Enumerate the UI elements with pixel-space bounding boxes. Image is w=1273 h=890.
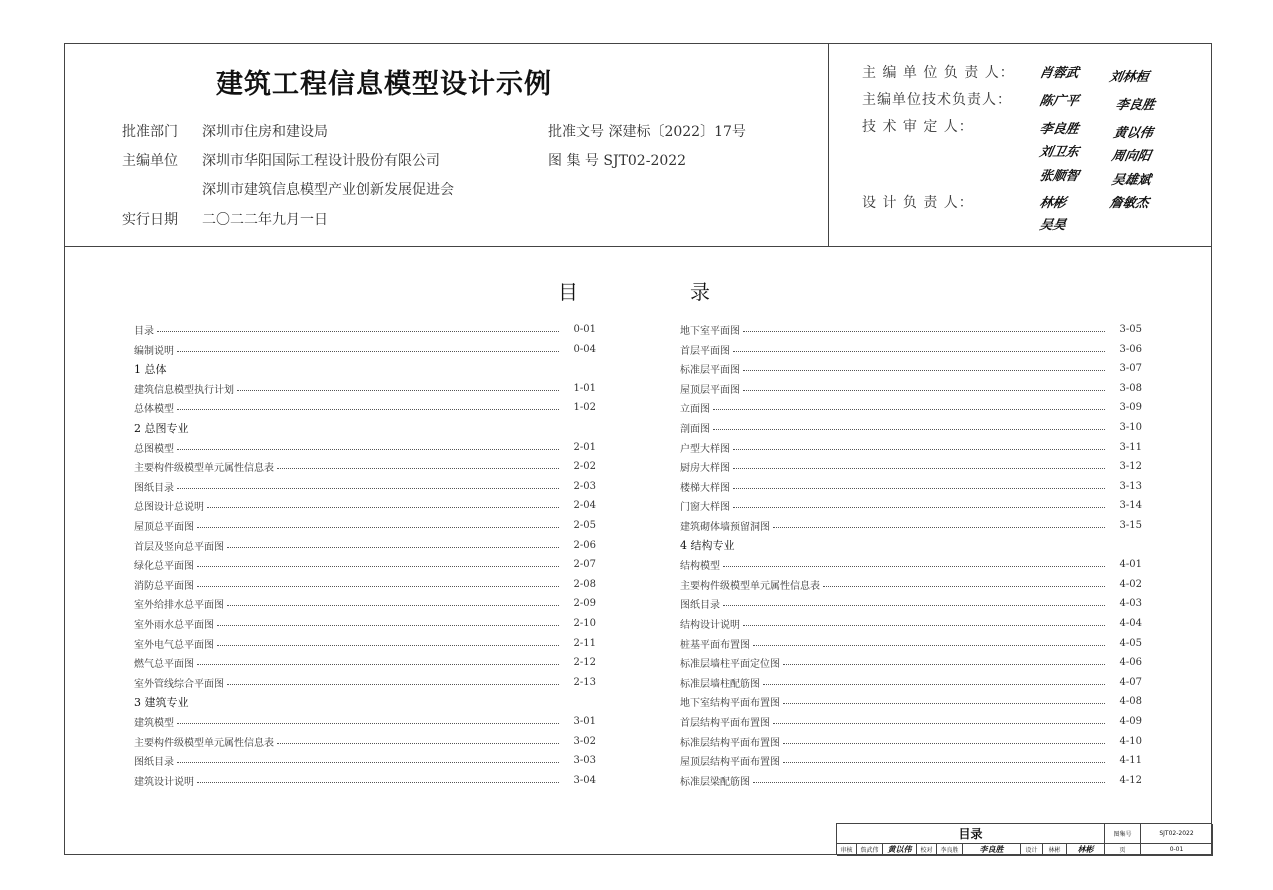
toc-entry [680,692,1142,711]
review-label: 技 术 审 定 人： [862,119,974,135]
entry-title: 图纸目录 [134,757,174,769]
entry-title: 桩基平面布置图 [680,639,750,651]
entry-page-no: 2-10 [573,618,596,629]
toc-entry [680,320,1142,339]
signature: 陈广平 [1038,94,1080,109]
entry-title: 室外电气总平面图 [134,639,214,651]
entry-title: 标准层墙柱平面定位图 [680,659,780,671]
toc-entry [134,634,596,653]
header-vertical-divider [828,43,829,246]
entry-page-no: 4-12 [1119,774,1142,786]
design-label: 设计 [1021,844,1043,856]
approval-doc: 深建标〔2022〕17号 [608,124,746,140]
entry-title: 主要构件级模型单元属性信息表 [680,580,820,592]
entry-title: 总图模型 [134,443,174,455]
toc-entry [134,398,596,417]
section-title: 4 结构专业 [680,539,735,553]
toc-entry [134,771,596,790]
entry-title: 室外雨水总平面图 [134,620,214,631]
entry-title: 建筑设计说明 [134,776,194,788]
entry-page-no: 3-01 [573,716,596,727]
entry-title: 首层及竖向总平面图 [134,541,224,553]
entry-title: 厨房大样图 [680,463,730,475]
design-signature: 林彬 [1067,844,1105,856]
entry-title: 标准层墙柱配筋图 [680,678,760,690]
entry-page-no: 4-05 [1119,637,1142,649]
atlas-no-value: SJT02-2022 [1141,824,1213,844]
toc-entry [680,359,1142,378]
toc-entry [134,594,596,613]
design-label: 设 计 负 责 人： [862,195,974,211]
entry-page-no: 3-08 [1119,382,1142,394]
toc-entry [134,536,596,555]
leader-dots [733,507,1105,508]
entry-page-no: 3-09 [1119,402,1142,414]
entry-page-no: 2-13 [573,676,596,688]
entry-title: 屋顶总平面图 [134,522,194,533]
entry-page-no: 2-07 [573,559,596,571]
entry-page-no: 3-11 [1119,441,1142,453]
leader-dots [177,488,559,489]
entry-page-no: 3-02 [573,735,596,747]
approval-doc-label: 批准文号 [548,124,604,140]
entry-page-no: 4-08 [1119,696,1142,708]
leader-dots [783,743,1105,744]
leader-dots [277,743,559,744]
toc-entry [680,418,1142,437]
entry-title: 地下室平面图 [680,326,740,337]
toc-entry [680,457,1142,476]
signature: 刘卫东 [1038,145,1080,160]
toc-entry [134,379,596,398]
entry-page-no: 3-14 [1119,500,1142,512]
entry-title: 立面图 [680,404,710,416]
toc-entry [680,634,1142,653]
entry-page-no: 1-01 [573,382,596,394]
leader-dots [753,782,1105,783]
toc-entry [680,477,1142,496]
entry-title: 室外管线综合平面图 [134,678,224,690]
leader-dots [723,605,1105,606]
leader-dots [177,409,559,410]
page-label: 页 [1105,844,1141,856]
entry-page-no: 4-03 [1119,598,1142,610]
leader-dots [733,488,1105,489]
approval-dept-label: 批准部门 [122,124,178,140]
entry-title: 户型大样图 [680,443,730,455]
toc-entry [680,398,1142,417]
leader-dots [783,703,1105,704]
sheet-name: 目录 [837,824,1105,844]
entry-title: 标准层结构平面布置图 [680,737,780,749]
leader-dots [743,390,1105,391]
page-no: 0-01 [1141,844,1213,856]
effective-label: 实行日期 [122,212,178,228]
entry-page-no: 4-01 [1119,559,1142,571]
signature: 李良胜 [1114,98,1156,113]
toc-entry [680,594,1142,613]
entry-title: 剖面图 [680,424,710,435]
tech-label: 主编单位技术负责人： [862,92,1012,108]
entry-title: 目录 [134,326,154,337]
toc-entry [680,516,1142,535]
entry-page-no: 1-02 [573,402,596,414]
entry-title: 门窗大样图 [680,502,730,514]
entry-page-no: 3-07 [1119,363,1142,375]
review-signature: 黄以伟 [883,844,917,856]
leader-dots [197,566,559,567]
entry-page-no: 2-06 [573,539,596,551]
entry-page-no: 2-11 [573,637,596,649]
atlas-label: 图 集 号 [548,153,599,169]
leader-dots [207,507,559,508]
entry-page-no: 2-02 [573,461,596,473]
leader-dots [197,527,559,528]
entry-title: 图纸目录 [680,600,720,612]
signature: 张顺智 [1038,169,1080,184]
entry-page-no: 4-09 [1119,716,1142,727]
leader-dots [217,625,559,626]
editor-1: 深圳市华阳国际工程设计股份有限公司 [202,153,440,169]
entry-page-no: 3-04 [573,774,596,786]
review-label: 审核 [837,844,857,856]
entry-page-no: 4-06 [1119,657,1142,669]
leader-dots [773,723,1105,724]
signature: 吴雄斌 [1110,173,1152,188]
signature: 周向阳 [1110,149,1152,164]
leader-dots [743,625,1105,626]
leader-dots [713,409,1105,410]
toc-entry [134,732,596,751]
entry-title: 地下室结构平面布置图 [680,698,780,710]
toc-entry [134,712,596,731]
leader-dots [177,351,559,352]
leader-dots [733,468,1105,469]
toc-entry [134,438,596,457]
entry-page-no: 3-15 [1119,520,1142,531]
toc-entry [680,555,1142,574]
entry-page-no: 4-07 [1119,676,1142,688]
leader-dots [217,645,559,646]
editor-label: 主编单位 [122,153,178,169]
check-signature: 李良胜 [963,844,1021,856]
entry-title: 标准层梁配筋图 [680,776,750,788]
section-title: 1 总体 [134,362,167,376]
entry-page-no: 0-01 [573,324,596,335]
toc-entry [680,653,1142,672]
toc-entry [680,751,1142,770]
entry-page-no: 3-05 [1119,324,1142,335]
entry-page-no: 3-10 [1119,422,1142,433]
entry-page-no: 3-03 [573,755,596,767]
signature: 吴昊 [1038,218,1067,233]
signature: 黄以伟 [1112,126,1154,141]
leader-dots [743,331,1105,332]
leader-dots [733,351,1105,352]
toc-entry [680,340,1142,359]
toc-title-right: 录 [690,280,710,304]
entry-title: 结构模型 [680,561,720,573]
leader-dots [237,390,559,391]
leader-dots [227,605,559,606]
toc-entry [134,340,596,359]
leader-dots [753,645,1105,646]
atlas-title: 建筑工程信息模型设计示例 [216,69,552,100]
design-name: 林彬 [1043,844,1067,856]
approval-doc-row [548,121,746,141]
signature: 刘林桓 [1108,70,1150,85]
entry-title: 室外给排水总平面图 [134,600,224,612]
signature: 肖蓉武 [1038,66,1080,81]
leader-dots [733,449,1105,450]
toc-entry [680,438,1142,457]
toc-entry [134,477,596,496]
effective-date: 二〇二二年九月一日 [202,212,328,228]
leader-dots [783,762,1105,763]
signature: 詹敏杰 [1108,196,1150,211]
toc-entry [134,653,596,672]
leader-dots [197,782,559,783]
entry-page-no: 2-08 [573,578,596,590]
entry-page-no: 3-06 [1119,343,1142,355]
entry-title: 图纸目录 [134,482,174,494]
atlas-no-label: 图集号 [1105,824,1141,844]
leader-dots [743,370,1105,371]
leader-dots [177,762,559,763]
entry-page-no: 3-13 [1119,480,1142,492]
editor-2: 深圳市建筑信息模型产业创新发展促进会 [202,182,454,198]
leader-dots [197,664,559,665]
entry-page-no: 4-10 [1119,735,1142,747]
chief-label: 主 编 单 位 负 责 人： [862,65,1015,81]
atlas-no: SJT02-2022 [603,153,687,169]
toc-entry [134,320,596,339]
leader-dots [227,684,559,685]
entry-title: 总图设计总说明 [134,502,204,514]
entry-page-no: 2-04 [573,500,596,512]
entry-title: 主要构件级模型单元属性信息表 [134,737,274,749]
toc-entry [680,673,1142,692]
effective-row [122,209,328,229]
signature: 林彬 [1038,196,1067,211]
leader-dots [227,547,559,548]
toc-entry [680,575,1142,594]
section-title: 3 建筑专业 [134,695,189,709]
toc-entry [134,496,596,515]
entry-title: 首层平面图 [680,345,730,357]
toc-entry [134,555,596,574]
approval-dept-row [122,121,328,141]
toc-entry [680,496,1142,515]
entry-page-no: 2-09 [573,598,596,610]
atlas-no-row [548,150,686,170]
leader-dots [783,664,1105,665]
toc-entry [680,771,1142,790]
entry-title: 建筑信息模型执行计划 [134,384,234,396]
leader-dots [713,429,1105,430]
toc-entry [134,614,596,633]
toc-entry [134,575,596,594]
toc-section-heading [134,692,596,711]
entry-page-no: 4-02 [1119,578,1142,590]
signature: 李良胜 [1038,122,1080,137]
entry-page-no: 2-05 [573,520,596,531]
toc-entry [680,614,1142,633]
toc-entry [680,379,1142,398]
toc-entry [134,516,596,535]
toc-section-heading [134,359,596,378]
entry-title: 楼梯大样图 [680,482,730,494]
leader-dots [177,723,559,724]
entry-title: 标准层平面图 [680,365,740,377]
review-name: 詹武伟 [857,844,883,856]
leader-dots [277,468,559,469]
leader-dots [177,449,559,450]
approval-dept: 深圳市住房和建设局 [202,124,328,140]
leader-dots [723,566,1105,567]
editor-row [122,150,440,170]
entry-page-no: 2-01 [573,441,596,453]
toc-entry [680,712,1142,731]
entry-title: 消防总平面图 [134,580,194,592]
entry-title: 首层结构平面布置图 [680,718,770,729]
leader-dots [157,331,559,332]
header-divider [64,246,1212,247]
entry-page-no: 2-03 [573,480,596,492]
toc-entry [134,457,596,476]
entry-page-no: 3-12 [1119,461,1142,473]
entry-page-no: 0-04 [573,343,596,355]
entry-title: 建筑砌体墙预留洞图 [680,522,770,533]
entry-title: 编制说明 [134,345,174,357]
entry-title: 屋顶层平面图 [680,384,740,396]
leader-dots [773,527,1105,528]
entry-title: 燃气总平面图 [134,659,194,671]
toc-entry [680,732,1142,751]
entry-page-no: 4-04 [1119,618,1142,629]
check-name: 李良胜 [937,844,963,856]
entry-page-no: 2-12 [573,657,596,669]
entry-title: 总体模型 [134,404,174,416]
leader-dots [197,586,559,587]
entry-title: 主要构件级模型单元属性信息表 [134,463,274,475]
entry-page-no: 4-11 [1119,755,1142,767]
toc-entry [134,673,596,692]
check-label: 校对 [917,844,937,856]
leader-dots [823,586,1105,587]
toc-title-left: 目 [558,280,578,304]
leader-dots [763,684,1105,685]
section-title: 2 总图专业 [134,421,189,435]
entry-title: 结构设计说明 [680,620,740,631]
toc-section-heading [134,418,596,437]
entry-title: 屋顶层结构平面布置图 [680,757,780,769]
entry-title: 建筑模型 [134,718,174,729]
entry-title: 绿化总平面图 [134,561,194,573]
toc-section-heading [680,536,1142,555]
toc-entry [134,751,596,770]
title-block [836,823,1212,855]
